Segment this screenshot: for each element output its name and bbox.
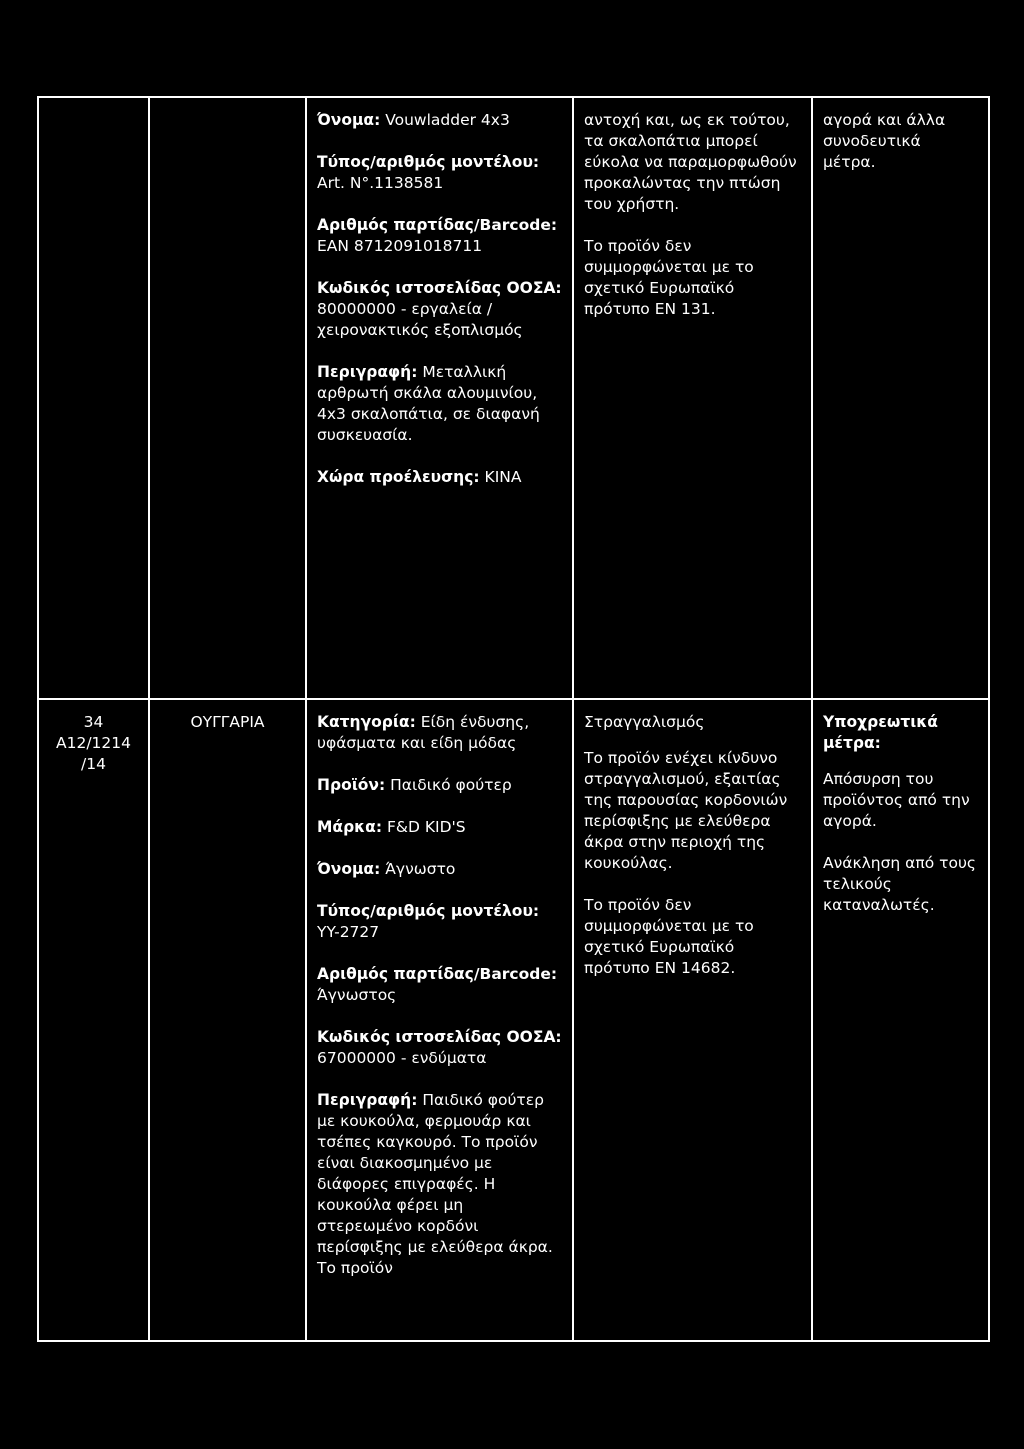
detail-oecd-code xyxy=(317,1027,562,1069)
detail-label: Προϊόν: xyxy=(317,776,386,794)
risk-cell xyxy=(573,97,812,699)
country-cell xyxy=(149,97,306,699)
product-details-cell xyxy=(306,97,573,699)
measures-text: Απόσυρση του προϊόντος από την αγορά. xyxy=(823,770,970,830)
detail-product xyxy=(317,775,562,796)
detail-label: Χώρα προέλευσης: xyxy=(317,468,480,486)
risk-text: Το προϊόν δεν συμμορφώνεται με το σχετικό Ευρωπαϊκό πρότυπο EN 14682. xyxy=(584,896,754,977)
detail-barcode xyxy=(317,964,562,1006)
detail-value: YY-2727 xyxy=(317,923,380,941)
detail-label: Αριθμός παρτίδας/Barcode: xyxy=(317,965,558,983)
table-row xyxy=(38,97,989,699)
measures-cell xyxy=(812,97,989,699)
measures-title: Υποχρεωτικά μέτρα: xyxy=(823,713,938,752)
detail-value: Άγνωστος xyxy=(317,986,397,1004)
detail-oecd-code xyxy=(317,278,562,341)
detail-name xyxy=(317,110,562,131)
risk-cell xyxy=(573,699,812,1341)
detail-value: EAN 8712091018711 xyxy=(317,237,483,255)
country-name: ΟΥΓΓΑΡΙΑ xyxy=(190,713,265,731)
risk-text: Το προϊόν ενέχει κίνδυνο στραγγαλισμού, εξαιτίας της παρουσίας κορδονιών περίσφιξης με ελεύθερα άκρα στην περιοχή της κουκούλας. xyxy=(584,749,788,872)
notification-number: 34 xyxy=(83,713,104,731)
detail-value: Παιδικό φούτερ xyxy=(390,776,512,794)
detail-label: Κωδικός ιστοσελίδας ΟΟΣΑ: xyxy=(317,1028,562,1046)
detail-description xyxy=(317,362,562,446)
measures-cell xyxy=(812,699,989,1341)
detail-label: Όνομα: xyxy=(317,111,381,129)
risk-text: αντοχή και, ως εκ τούτου, τα σκαλοπάτια μπορεί εύκολα να παραμορφωθούν προκαλώντας την πτώση του χρήστη. xyxy=(584,111,797,213)
detail-label: Αριθμός παρτίδας/Barcode: xyxy=(317,216,558,234)
detail-label: Περιγραφή: xyxy=(317,1091,418,1109)
detail-value: 80000000 - εργαλεία / χειρονακτικός εξοπλισμός xyxy=(317,300,523,339)
detail-category xyxy=(317,712,562,754)
product-details-cell xyxy=(306,699,573,1341)
detail-value: Μεταλλική αρθρωτή σκάλα αλουμινίου, 4x3 σκαλοπάτια, σε διαφανή συσκευασία. xyxy=(317,363,540,444)
notifications-table xyxy=(37,96,990,1342)
detail-label: Μάρκα: xyxy=(317,818,383,836)
detail-value: F&D KID'S xyxy=(386,818,466,836)
detail-value: Άγνωστο xyxy=(385,860,456,878)
risk-text: Το προϊόν δεν συμμορφώνεται με το σχετικό Ευρωπαϊκό πρότυπο EN 131. xyxy=(584,237,754,318)
number-cell xyxy=(38,97,149,699)
measures-text: Ανάκληση από τους τελικούς καταναλωτές. xyxy=(823,854,977,914)
measures-text: αγορά και άλλα συνοδευτικά μέτρα. xyxy=(823,111,946,171)
detail-label: Κατηγορία: xyxy=(317,713,416,731)
detail-brand xyxy=(317,817,562,838)
detail-value: Παιδικό φούτερ με κουκούλα, φερμουάρ και τσέπες καγκουρό. Το προϊόν είναι διακοσμημένο με διάφορες επιγραφές. Η κουκούλα φέρει μη στερεωμένο κορδόνι περίσφιξης με ελεύθερα άκρα. Το προϊόν xyxy=(317,1091,553,1277)
risk-type: Στραγγαλισμός xyxy=(584,713,705,731)
detail-label: Περιγραφή: xyxy=(317,363,418,381)
detail-value: Είδη ένδυσης, υφάσματα και είδη μόδας xyxy=(317,713,530,752)
detail-value: Vouwladder 4x3 xyxy=(385,111,510,129)
detail-value: 67000000 - ενδύματα xyxy=(317,1049,487,1067)
number-cell xyxy=(38,699,149,1341)
notification-reference: A12/1214 /14 xyxy=(56,734,131,773)
table-row xyxy=(38,699,989,1341)
detail-model xyxy=(317,152,562,194)
detail-value: ΚΙΝΑ xyxy=(484,468,522,486)
detail-label: Όνομα: xyxy=(317,860,381,878)
detail-name xyxy=(317,859,562,880)
detail-origin xyxy=(317,467,562,488)
detail-label: Τύπος/αριθμός μοντέλου: xyxy=(317,902,540,920)
detail-barcode xyxy=(317,215,562,257)
detail-label: Κωδικός ιστοσελίδας ΟΟΣΑ: xyxy=(317,279,562,297)
detail-label: Τύπος/αριθμός μοντέλου: xyxy=(317,153,540,171)
detail-description xyxy=(317,1090,562,1279)
country-cell xyxy=(149,699,306,1341)
detail-model xyxy=(317,901,562,943)
detail-value: Art. N°.1138581 xyxy=(317,174,444,192)
